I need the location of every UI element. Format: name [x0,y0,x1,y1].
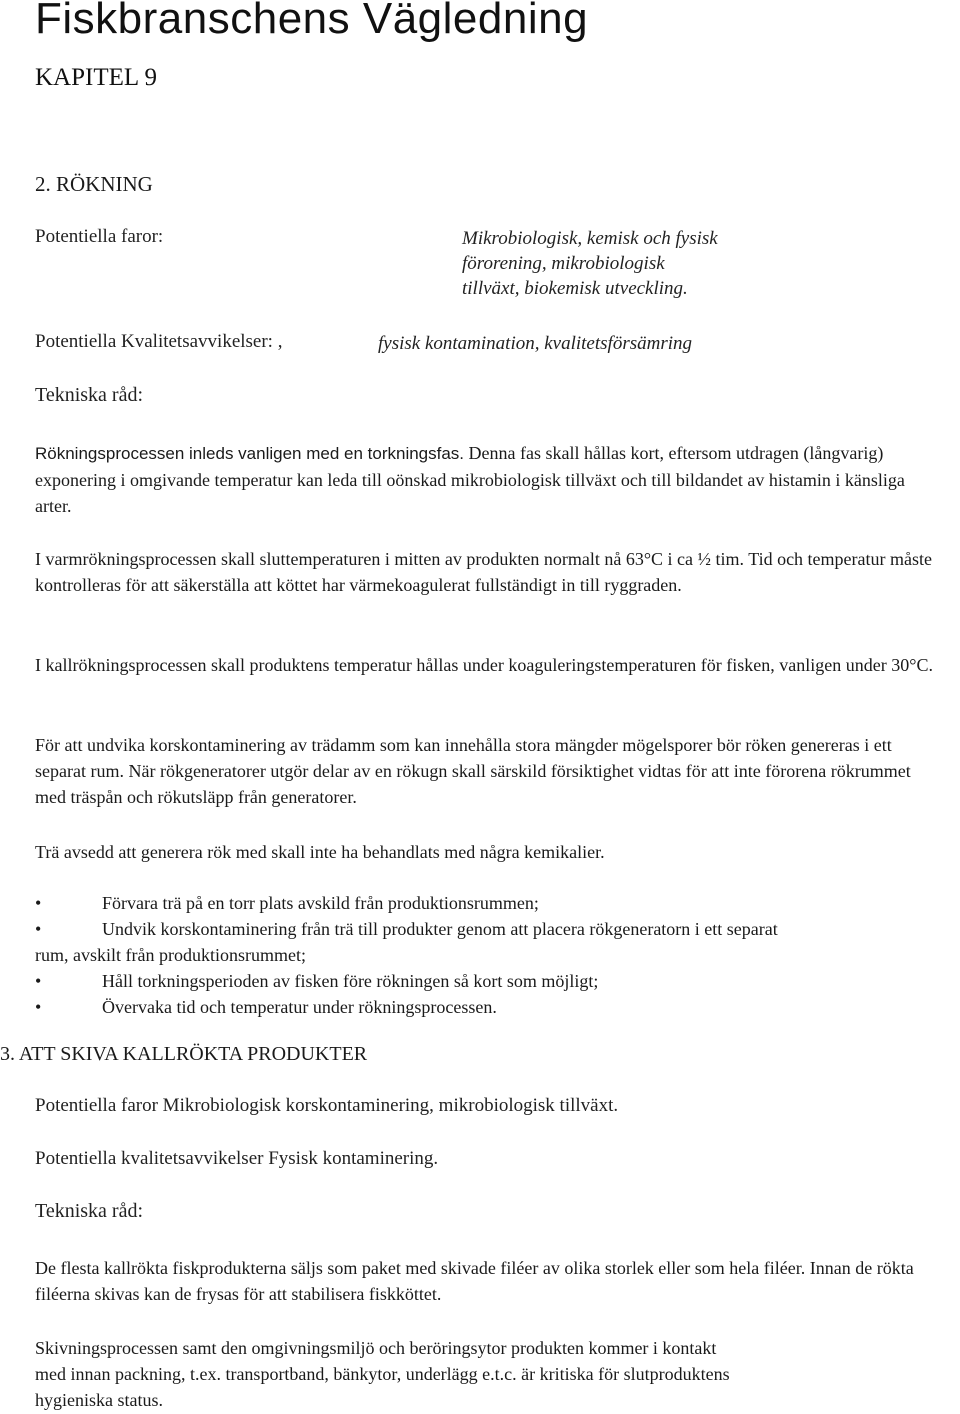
bullet-icon: • [35,971,42,991]
bullet-item [35,890,940,916]
section-3-technical-advice-label: Tekniska råd: [35,1200,144,1222]
paragraph-hot-smoking: I varmrökningsprocessen skall sluttemperaturen i mitten av produkten normalt nå 63°C i ca ½ tim. Tid och temperatur måste kontrolleras för att säkerställa att köttet har värmekoagulerat fullständigt in till ryggraden. [35,549,933,595]
quality-value: fysisk kontamination, kvalitetsförsämring [378,333,693,354]
section-3-hazards: Potentiella faror Mikrobiologisk korskontaminering, mikrobiologisk tillväxt. [35,1095,619,1116]
bullet-item [35,994,940,1020]
hazards-label: Potentiella faror: [35,226,164,247]
hazards-line: tillväxt, biokemisk utveckling. [462,278,688,299]
paragraph-lead: Rökningsprocessen inleds vanligen med en torkningsfas. [35,444,465,463]
bullet-icon: • [35,919,42,939]
bullet-text: Förvara trä på en torr plats avskild från produktionsrummen; [102,893,539,913]
section-3-heading: 3. ATT SKIVA KALLRÖKTA PRODUKTER [0,1043,368,1065]
paragraph-slicing-intro: De flesta kallrökta fiskprodukterna säljs som paket med skivade filéer av olika storlek eller som hela filéer. Innan de rökta filéerna skivas kan de frysas för att stabilisera fiskköttet. [35,1258,914,1304]
section-2-heading: 2. RÖKNING [35,172,153,196]
paragraph-drying [35,440,940,519]
hazards-line: Mikrobiologisk, kemisk och fysisk [462,228,718,249]
paragraph-slicing-line: hygieniska status. [35,1390,163,1410]
section-3-quality: Potentiella kvalitetsavvikelser Fysisk kontaminering. [35,1148,439,1169]
document-title: Fiskbranschens Vägledning [35,0,589,43]
chapter-label: KAPITEL 9 [35,64,157,91]
paragraph-rest: Denna fas skall hållas kort, eftersom utdragen (långvarig) exponering i omgivande temperatur kan leda till oönskad mikrobiologisk tillväxt och till bildandet av histamin i känsliga arter. [35,443,905,516]
hazards-line: förorening, mikrobiologisk [462,253,665,274]
paragraph-cold-smoking: I kallrökningsprocessen skall produktens temperatur hållas under koaguleringstemperaturen för fisken, vanligen under 30°C. [35,655,933,675]
bullet-continuation: rum, avskilt från produktionsrummet; [35,945,306,965]
quality-label: Potentiella Kvalitetsavvikelser: , [35,331,283,352]
hazards-value [462,226,718,301]
bullet-icon: • [35,997,42,1017]
bullet-item [35,968,940,994]
bullet-text: Håll torkningsperioden av fisken före rökningen så kort som möjligt; [102,971,599,991]
bullet-text: Övervaka tid och temperatur under rökningsprocessen. [102,997,497,1017]
paragraph-slicing-line: Skivningsprocessen samt den omgivningsmiljö och beröringsytor produkten kommer i kontakt [35,1338,717,1358]
bullet-icon: • [35,893,42,913]
paragraph-wood: Trä avsedd att generera rök med skall inte ha behandlats med några kemikalier. [35,842,605,862]
technical-advice-label: Tekniska råd: [35,384,144,406]
bullet-item [35,916,940,942]
paragraph-slicing-line: med innan packning, t.ex. transportband, bänkytor, underlägg e.t.c. är kritiska för slutproduktens [35,1364,730,1384]
bullet-text: Undvik korskontaminering från trä till produkter genom att placera rökgeneratorn i ett separat [102,919,778,939]
paragraph-cross-contamination: För att undvika korskontaminering av trädamm som kan innehålla stora mängder mögelsporer bör röken genereras i ett separat rum. När rökgeneratorer utgör delar av en rökugn skall särskild försiktighet vidtas för att inte förorena rökrummet med träspån och rökutsläpp från generatorer. [35,735,911,807]
